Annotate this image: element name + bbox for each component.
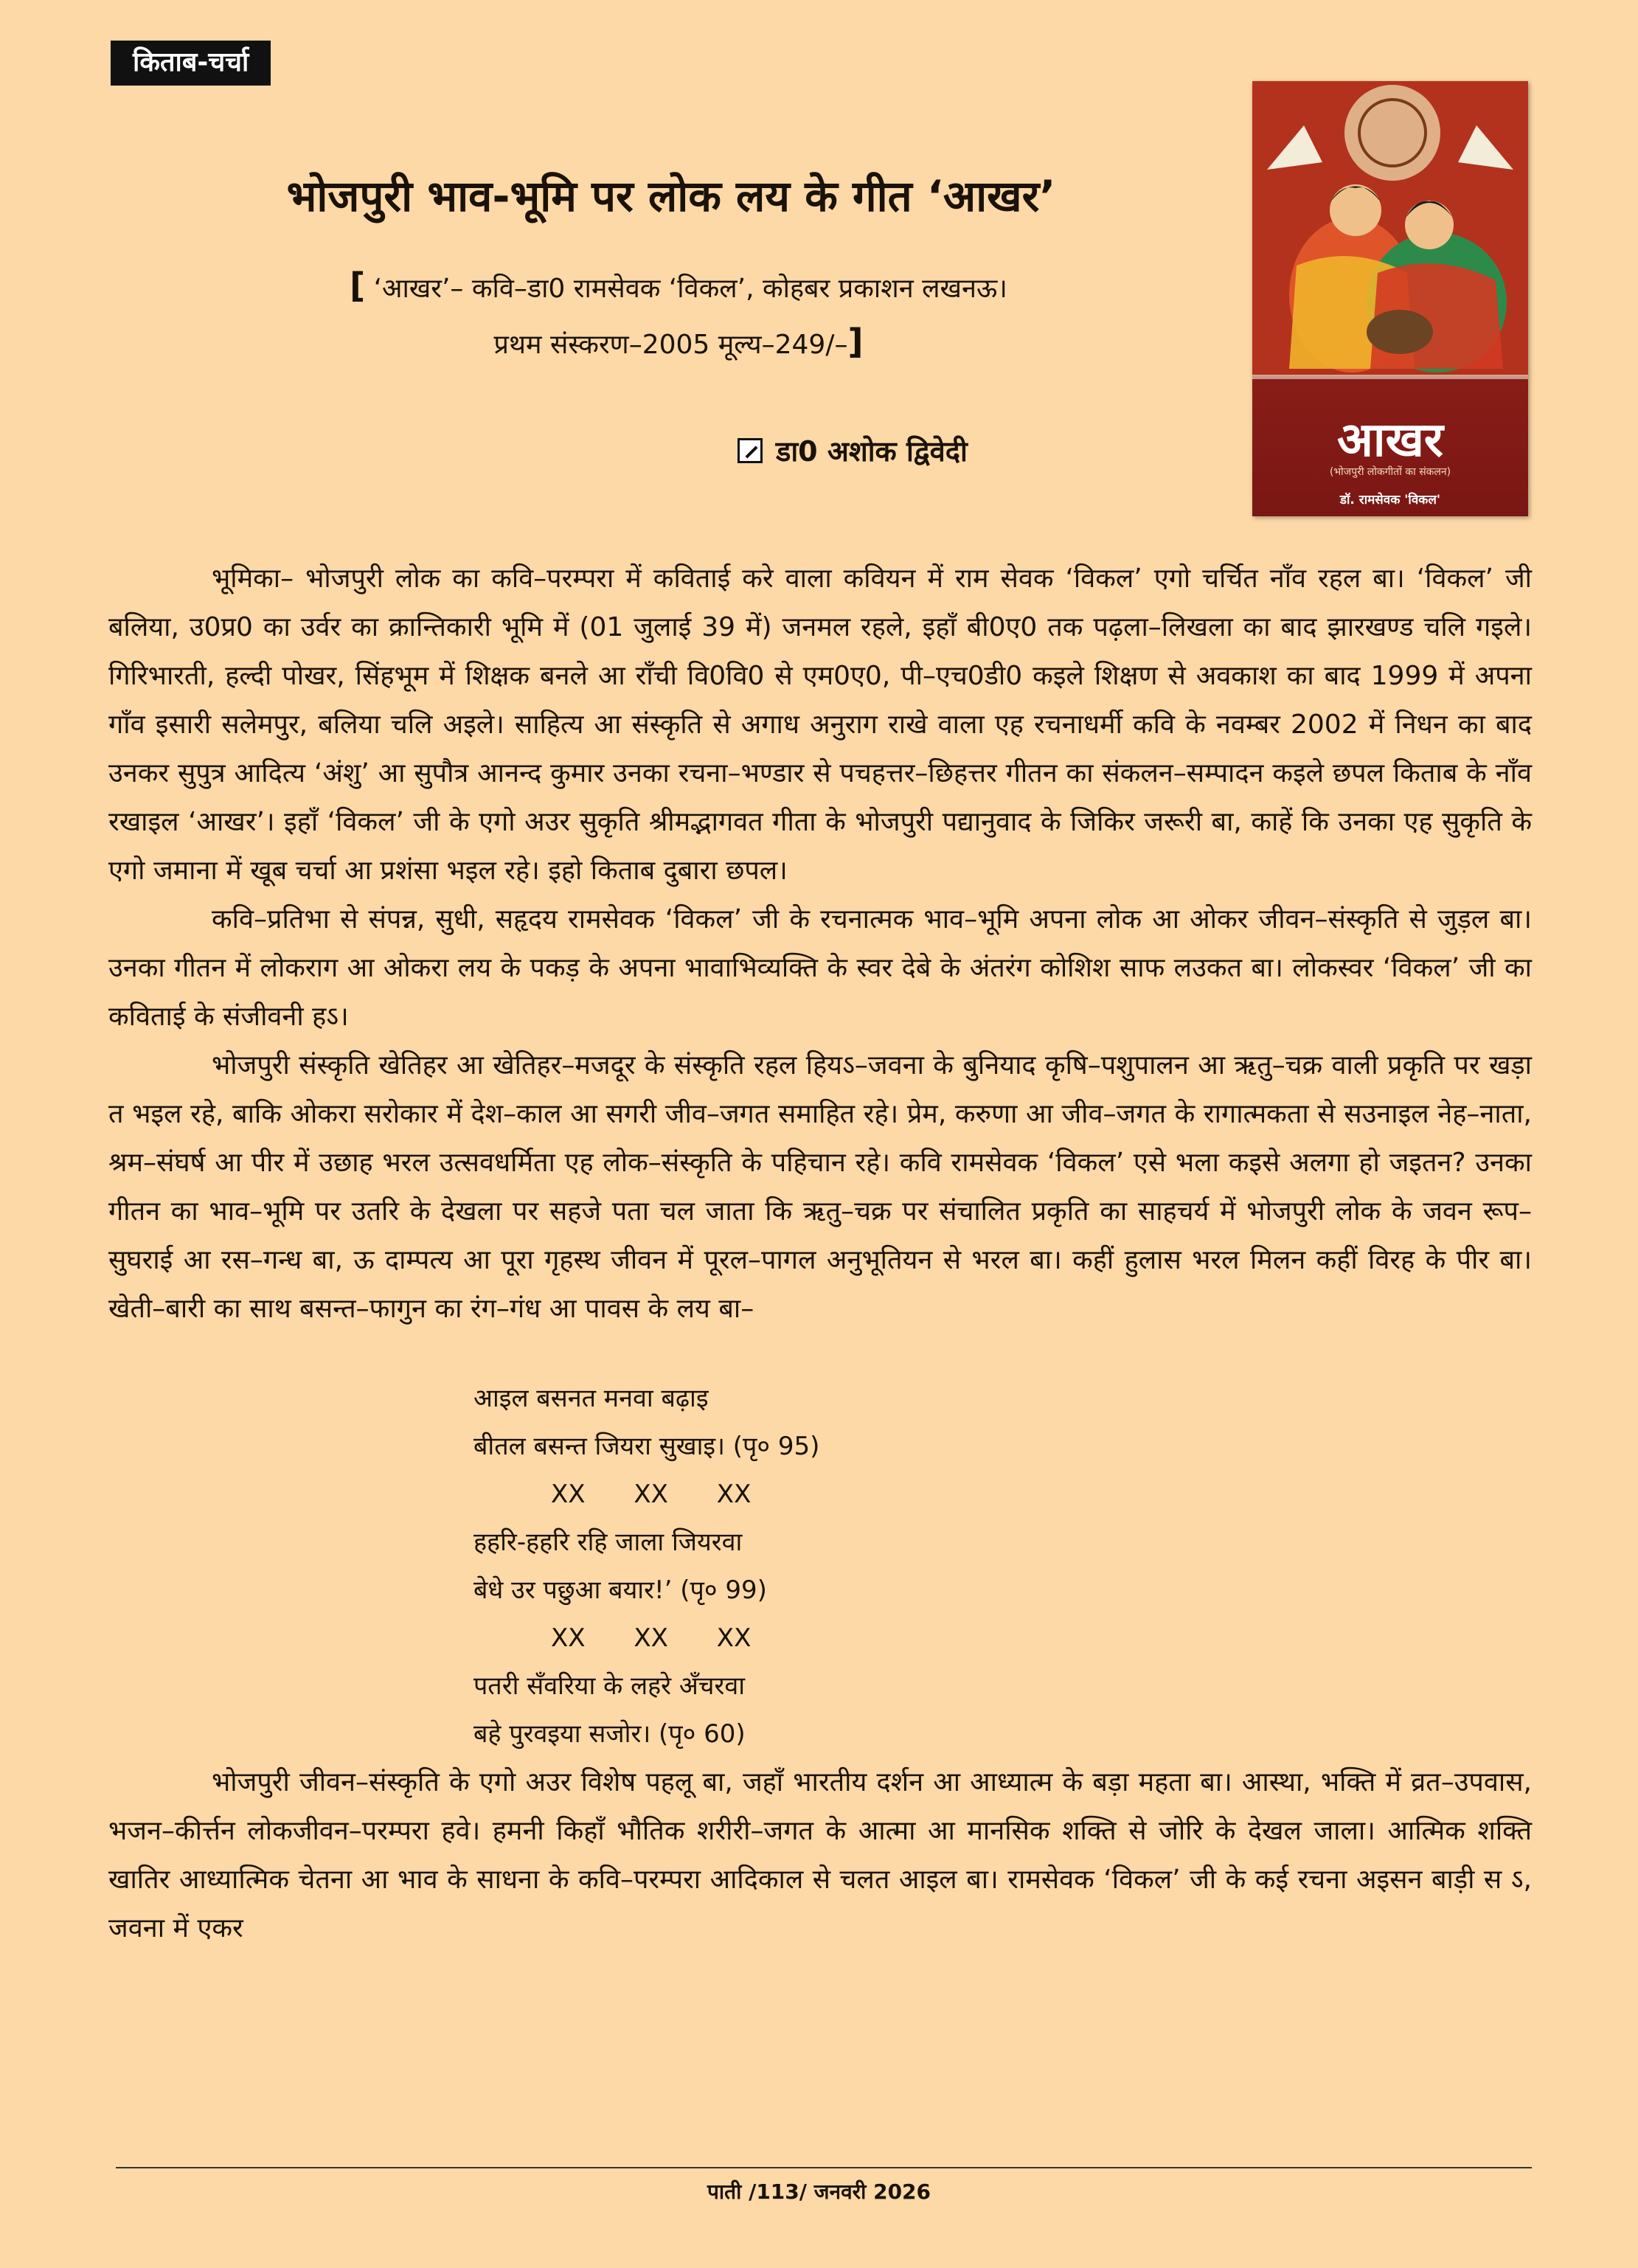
- poem-line: हहरि-हहरि रहि जाला जियरवा: [473, 1527, 743, 1557]
- poem-line: बहे पुरवइया सजोर। (पृ० 60): [473, 1719, 746, 1749]
- poem-excerpt: [473, 1375, 1532, 1758]
- book-cover-image: [1252, 81, 1528, 516]
- book-info-line-1: ‘आखर’– कवि–डा0 रामसेवक ‘विकल’, कोहबर प्रकाशन लखनऊ।: [365, 274, 1007, 304]
- page-footer: पाती /113/ जनवरी 2026: [707, 2179, 931, 2204]
- poem-line: बीतल बसन्त जियरा सुखाइ। (पृ० 95): [473, 1432, 820, 1461]
- article-body: [108, 555, 1532, 1953]
- poem-line: आइल बसनत मनवा बढ़ाइ: [473, 1384, 709, 1413]
- close-bracket: ]: [847, 321, 864, 361]
- section-tag: किताब-चर्चा: [111, 41, 271, 86]
- paragraph: भोजपुरी संस्कृति खेतिहर आ खेतिहर–मजदूर के संस्कृति रहल हियऽ–जवना के बुनियाद कृषि–पशुपालन आ ऋतु–चक्र वाली प्रकृति पर खड़ा त भइल रहे, बाकि ओकरा सरोकार में देश–काल आ सगरी जीव–जगत समाहित रहे। प्रेम, करुणा आ जीव–जगत के रागात्मकता से सउनाइल नेह–नाता, श्रम–संघर्ष आ पीर में उछाह भरल उत्सवधर्मिता एह लोक–संस्कृति के पहिचान रहे। कवि रामसेवक ‘विकल’ एसे भला कइसे अलगा हो जइतन? उनका गीतन का भाव–भूमि पर उतरि के देखला पर सहजे पता चल जाता कि ऋतु–चक्र पर संचालित प्रकृति का साहचर्य में भोजपुरी लोक के जवन रूप–सुघराई आ रस–गन्ध बा, ऊ दाम्पत्य आ पूरा गृहस्थ जीवन में पूरल–पागल अनुभूतियन से भरल बा। कहीं हुलास भरल मिलन कहीं विरह के पीर बा। खेती–बारी का साथ बसन्त–फागुन का रंग–गंध आ पावस के लय बा–: [108, 1050, 1532, 1324]
- paragraph: भूमिका– भोजपुरी लोक का कवि–परम्परा में कविताई करे वाला कवियन में राम सेवक ‘विकल’ एगो चर्चित नाँव रहल बा। ‘विकल’ जी बलिया, उ0प्र0 का उर्वर का क्रान्तिकारी भूमि में (01 जुलाई 39 में) जनमल रहले, इहाँ बी0ए0 तक पढ़ला–लिखला का बाद झारखण्ड चलि गइले। गिरिभारती, हल्दी पोखर, सिंहभूम में शिक्षक बनले आ राँची वि0वि0 से एम0ए0, पी–एच0डी0 कइले शिक्षण से अवकाश का बाद 1999 में अपना गाँव इसारी सलेमपुर, बलिया चलि अइले। साहित्य आ संस्कृति से अगाध अनुराग राखे वाला एह रचनाधर्मी कवि के नवम्बर 2002 में निधन का बाद उनकर सुपुत्र आदित्य ‘अंशु’ आ सुपौत्र आनन्द कुमार उनका रचना–भण्डार से पचहत्तर–छिहत्तर गीतन का संकलन–सम्पादन कइले छपल किताब के नाँव रखाइल ‘आखर’। इहाँ ‘विकल’ जी के एगो अउर सुकृति श्रीमद्भागवत गीता के भोजपुरी पद्यानुवाद के जिकिर जरूरी बा, काहें कि उनका एह सुकृति के एगो जमाना में खूब चर्चा आ प्रशंसा भइल रहे। इहो किताब दुबारा छपल।: [108, 563, 1532, 886]
- cover-subtitle: (भोजपुरी लोकगीतों का संकलन): [1329, 466, 1451, 478]
- poem-line: बेधे उर पछुआ बयार!’ (पृ० 99): [473, 1575, 767, 1605]
- paragraph: कवि–प्रतिभा से संपन्न, सुधी, सहृदय रामसेवक ‘विकल’ जी के रचनात्मक भाव–भूमि अपना लोक आ ओकर जीवन–संस्कृति से जुड़ल बा। उनका गीतन में लोकराग आ ओकरा लय के पकड़ के अपना भावाभिव्यक्ति के स्वर देबे के अंतरंग कोशिश साफ लउकत बा। लोकस्वर ‘विकल’ जी का कविताई के संजीवनी हऽ।: [108, 904, 1532, 1032]
- poem-separator: XX XX XX: [551, 1623, 752, 1653]
- poem-line: पतरी सँवरिया के लहरे अँचरवा: [473, 1671, 746, 1701]
- pen-icon: [738, 438, 763, 463]
- author-name: डा0 अशोक द्विवेदी: [776, 435, 968, 468]
- paragraph: भोजपुरी जीवन–संस्कृति के एगो अउर विशेष पहलू बा, जहाँ भारतीय दर्शन आ आध्यात्म के बड़ा महता बा। आस्था, भक्ति में व्रत–उपवास, भजन–कीर्त्तन लोकजीवन–परम्परा हवे। हमनी किहाँ भौतिक शरीरी–जगत के आत्मा आ मानसिक शक्ति से जोरि के देखल जाला। आत्मिक शक्ति खातिर आध्यात्मिक चेतना आ भाव के साधना के कवि–परम्परा आदिकाल से चलत आइल बा। रामसेवक ‘विकल’ जी के कई रचना अइसन बाड़ी स ऽ, जवना में एकर: [108, 1767, 1532, 1943]
- poem-separator: XX XX XX: [551, 1480, 752, 1509]
- book-info-line-2: प्रथम संस्करण–2005 मूल्य–249/–: [493, 329, 848, 360]
- cover-author: डॉ. रामसेवक 'विकल': [1339, 493, 1441, 507]
- author-byline: [738, 431, 968, 470]
- article-title: भोजपुरी भाव-भूमि पर लोक लय के गीत ‘आखर’: [286, 171, 1056, 221]
- open-bracket: [: [350, 266, 366, 305]
- footer-rule: [116, 2167, 1532, 2168]
- cover-title: आखर: [1337, 412, 1443, 468]
- book-info: [199, 258, 1158, 370]
